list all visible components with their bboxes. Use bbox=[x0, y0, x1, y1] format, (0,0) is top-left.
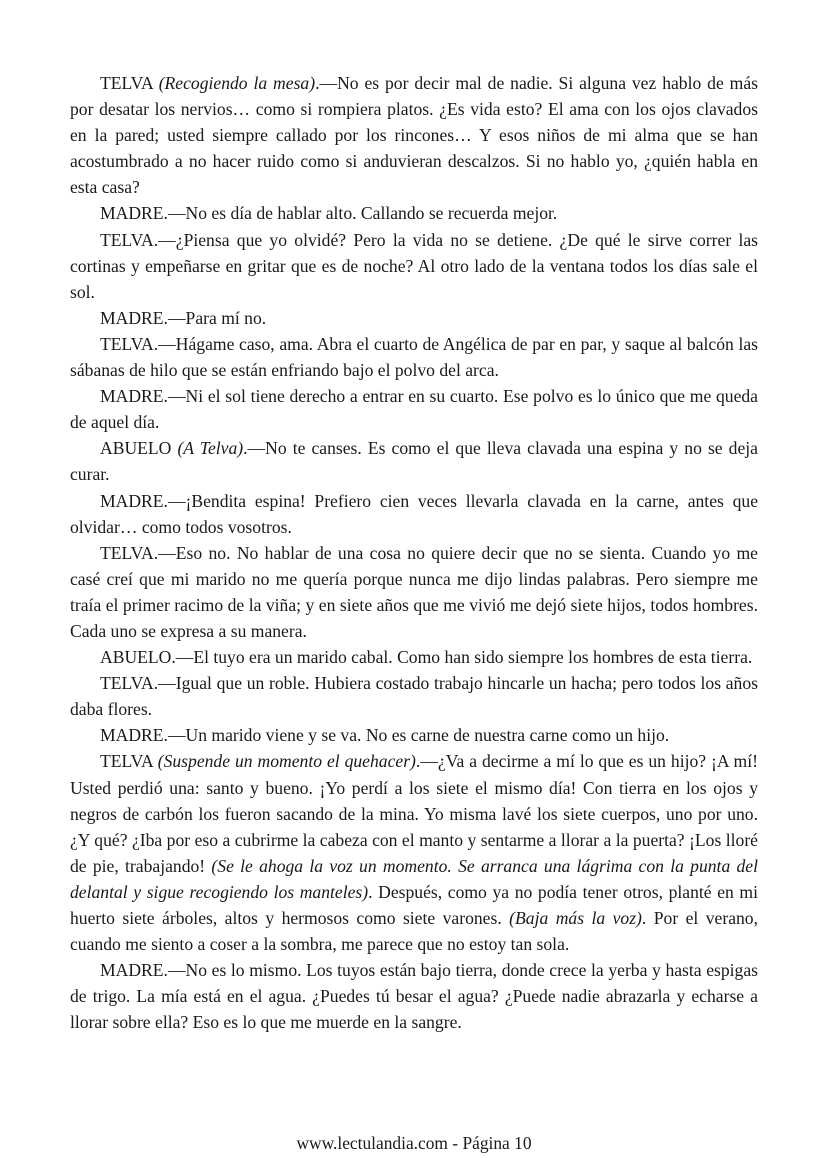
dialogue-paragraph bbox=[70, 722, 758, 748]
dialogue-paragraph bbox=[70, 540, 758, 644]
dialogue-text: —Igual que un roble. Hubiera costado trabajo hincarle un hacha; pero todos los años daba flores. bbox=[70, 673, 758, 720]
page-body bbox=[70, 70, 758, 1035]
dialogue-text: —¿Va a decirme a mí lo que es un hijo? ¡A mí! Usted perdió una: santo y bueno. ¡Yo perdí a los siete el mismo día! Con tierra en los ojos y negros de carbón los fueron sacando de la mina. Yo misma lavé los siete cuerpos, uno por uno. ¿Y qué? ¿Iba por eso a cubrirme la cabeza con el manto y sentarme a llorar a la puerta? ¡Los lloré de pie, trabajando! bbox=[70, 751, 758, 876]
speaker-name: MADRE. bbox=[100, 307, 168, 328]
stage-direction: (Suspende un momento el quehacer) bbox=[157, 751, 416, 772]
speaker-name: TELVA. bbox=[100, 333, 159, 354]
dialogue-paragraph bbox=[70, 644, 758, 670]
speaker-name: TELVA. bbox=[100, 673, 159, 694]
dialogue-text: —El tuyo era un marido cabal. Como han sido siempre los hombres de esta tierra. bbox=[175, 647, 753, 668]
dialogue-paragraph bbox=[70, 957, 758, 1035]
dialogue-paragraph bbox=[70, 305, 758, 331]
dialogue-paragraph bbox=[70, 227, 758, 305]
speaker-name: TELVA. bbox=[100, 229, 159, 250]
speaker-name: MADRE. bbox=[100, 960, 168, 981]
dialogue-text: —Para mí no. bbox=[167, 307, 267, 328]
page-footer bbox=[0, 1131, 828, 1155]
dialogue-paragraph bbox=[70, 670, 758, 722]
speaker-name: ABUELO. bbox=[100, 647, 176, 668]
dialogue-paragraph bbox=[70, 200, 758, 226]
dialogue-paragraph bbox=[70, 488, 758, 540]
speaker-name: MADRE. bbox=[100, 386, 168, 407]
dialogue-text: —No te canses. Es como el que lleva clavada una espina y no se deja curar. bbox=[70, 438, 758, 485]
dialogue-text: —Ni el sol tiene derecho a entrar en su cuarto. Ese polvo es lo único que me queda de aquel día. bbox=[70, 386, 758, 433]
dialogue-text: —¿Piensa que yo olvidé? Pero la vida no se detiene. ¿De qué le sirve correr las cortinas y empeñarse en gritar que es de noche? Al otro lado de la ventana todos los días sale el sol. bbox=[70, 229, 758, 302]
stage-direction: (Recogiendo la mesa) bbox=[158, 73, 316, 93]
dialogue-text: —No es por decir mal de nadie. Si alguna vez hablo de más por desatar los nervios… como si rompiera platos. ¿Es vida esto? El ama con los ojos clavados en la pared; usted siempre callado por los rincones… Y esos niños de mi alma que se han acostumbrado a no hacer ruido como si anduvieran descalzos. Si no hablo yo, ¿quién habla en esta casa? bbox=[70, 73, 758, 198]
footer-text: www.lectulandia.com - Página 10 bbox=[296, 1133, 532, 1153]
stage-direction: (Baja más la voz) bbox=[509, 908, 642, 928]
dialogue-paragraph: TELVA (Suspende un momento el quehacer).—¿Va a decirme a mí lo que es un hijo? ¡A mí! Usted perdió una: santo y bueno. ¡Yo perdí a los siete el mismo día! Con tierra en los ojos y negros de carbón los fueron sacando de la mina. Yo misma lavé los siete cuerpos, uno por uno. ¿Y qué? ¿Iba por eso a cubrirme la cabeza con el manto y sentarme a llorar a la puerta? ¡Los lloré de pie, trabajando! (Se le ahoga la voz un momento. Se arranca una lágrima con la punta del delantal y sigue recogiendo los manteles). Después, como ya no podía tener otros, planté en mi huerto siete árboles, altos y hermosos como siete varones. (Baja más la voz). Por el verano, cuando me siento a coser a la sombra, me parece que no estoy tan sola. bbox=[70, 751, 758, 955]
speaker-name: ABUELO bbox=[100, 438, 172, 459]
dialogue-paragraph: TELVA (Recogiendo la mesa).—No es por decir mal de nadie. Si alguna vez hablo de más por desatar los nervios… como si rompiera platos. ¿Es vida esto? El ama con los ojos clavados en la pared; usted siempre callado por los rincones… Y esos niños de mi alma que se han acostumbrado a no hacer ruido como si anduvieran descalzos. Si no hablo yo, ¿quién habla en esta casa? bbox=[70, 73, 758, 198]
speaker-name: TELVA bbox=[100, 751, 153, 772]
dialogue-text: . Por el verano, cuando me siento a coser a la sombra, me parece que no estoy tan sola. bbox=[70, 908, 758, 955]
speaker-name: MADRE. bbox=[100, 490, 168, 511]
dialogue-text: —¡Bendita espina! Prefiero cien veces llevarla clavada en la carne, antes que olvidar… como todos vosotros. bbox=[70, 490, 758, 537]
speaker-name: TELVA. bbox=[100, 542, 159, 563]
stage-direction: (Se le ahoga la voz un momento. Se arranca una lágrima con la punta del delantal y sigue recogiendo los manteles) bbox=[70, 855, 758, 902]
speaker-name: MADRE. bbox=[100, 725, 168, 746]
speaker-name: TELVA bbox=[100, 73, 153, 93]
dialogue-text: —No es día de hablar alto. Callando se recuerda mejor. bbox=[167, 203, 558, 224]
dialogue-text: —Un marido viene y se va. No es carne de nuestra carne como un hijo. bbox=[167, 725, 670, 746]
dialogue-text: —No es lo mismo. Los tuyos están bajo tierra, donde crece la yerba y hasta espigas de trigo. La mía está en el agua. ¿Puedes tú besar el agua? ¿Puede nadie abrazarla y echarse a llorar sobre ella? Eso es lo que me muerde en la sangre. bbox=[70, 960, 758, 1033]
stage-direction: (A Telva) bbox=[177, 438, 244, 459]
dialogue-paragraph: ABUELO (A Telva).—No te canses. Es como el que lleva clavada una espina y no se deja curar. bbox=[70, 438, 758, 485]
dialogue-text: . Después, como ya no podía tener otros, planté en mi huerto siete árboles, altos y hermosos como siete varones. bbox=[70, 881, 758, 928]
dialogue-text: —Eso no. No hablar de una cosa no quiere decir que no se sienta. Cuando yo me casé creí que mi marido no me quería porque nunca me dijo lindas palabras. Pero siempre me traía el primer racimo de la viña; y en siete años que me vivió me dejó siete hijos, todos hombres. Cada uno se expresa a su manera. bbox=[70, 542, 758, 641]
dialogue-text: —Hágame caso, ama. Abra el cuarto de Angélica de par en par, y saque al balcón las sábanas de hilo que se están enfriando bajo el polvo del arca. bbox=[70, 333, 758, 381]
dialogue-paragraph bbox=[70, 331, 758, 383]
speaker-name: MADRE. bbox=[100, 203, 168, 224]
dialogue-paragraph bbox=[70, 383, 758, 435]
